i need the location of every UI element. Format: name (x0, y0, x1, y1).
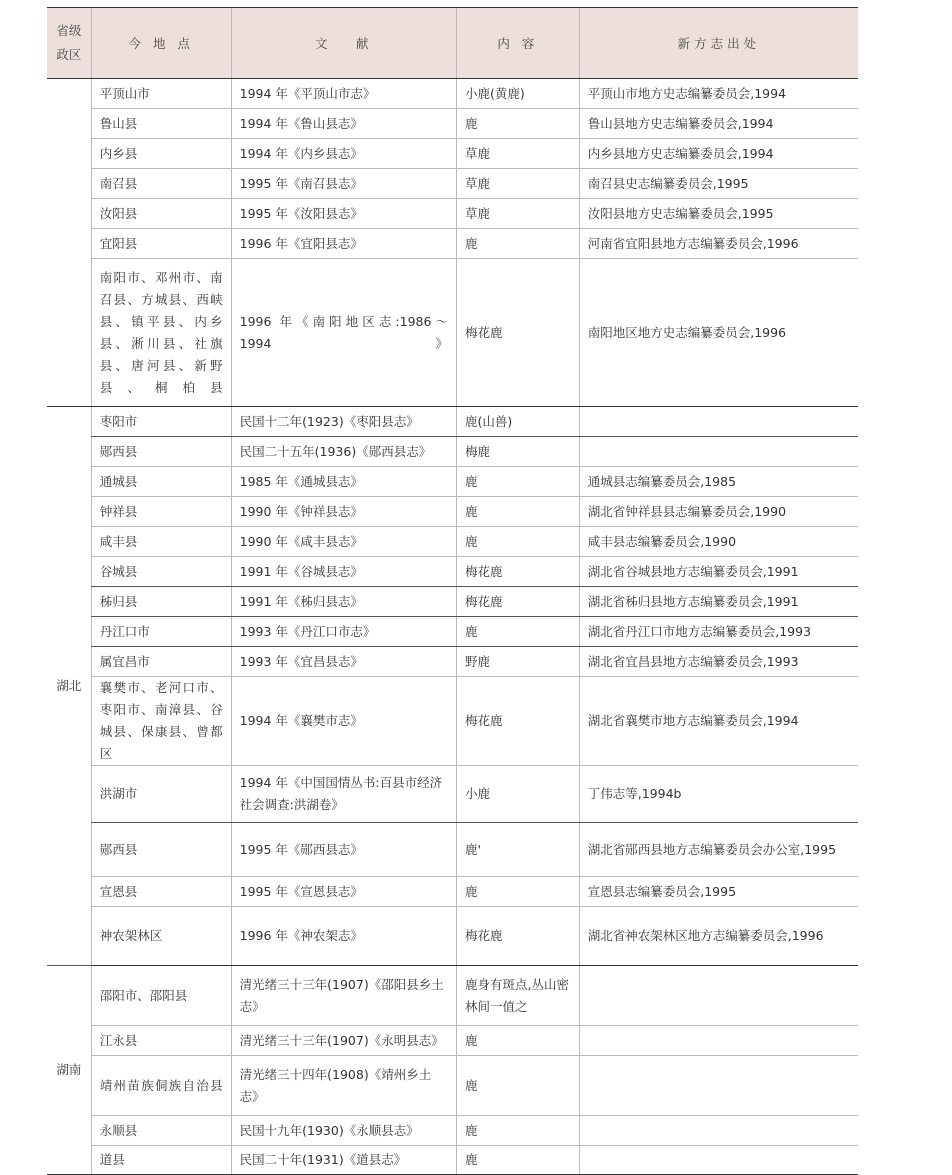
literature-cell: 民国二十五年(1936)《郧西县志》 (231, 437, 456, 467)
source-cell: 湖北省郧西县地方志编纂委员会办公室,1995 (579, 823, 858, 877)
content-cell: 鹿 (457, 1116, 580, 1146)
table-row (47, 1056, 858, 1116)
province-cell: 湖南 (47, 966, 91, 1175)
content-cell: 鹿 (457, 1026, 580, 1056)
source-cell: 宣恩县志编纂委员会,1995 (579, 877, 858, 907)
location-cell: 南阳市、邓州市、南召县、方城县、西峡县、镇平县、内乡县、淅川县、社旗县、唐河县、新野县、桐柏县 (91, 259, 231, 407)
location-cell: 谷城县 (91, 557, 231, 587)
table-row (47, 557, 858, 587)
content-cell: 鹿 (457, 109, 580, 139)
source-cell: 湖北省襄樊市地方志编纂委员会,1994 (579, 677, 858, 766)
literature-cell: 1995 年《郧西县志》 (231, 823, 456, 877)
source-cell: 汝阳县地方史志编纂委员会,1995 (579, 199, 858, 229)
content-cell: 草鹿 (457, 199, 580, 229)
source-cell: 湖北省神农架林区地方志编纂委员会,1996 (579, 907, 858, 966)
content-cell: 梅鹿 (457, 437, 580, 467)
table-row (47, 407, 858, 437)
content-cell: 鹿 (457, 877, 580, 907)
content-cell: 梅花鹿 (457, 557, 580, 587)
location-cell: 郧西县 (91, 823, 231, 877)
location-cell: 咸丰县 (91, 527, 231, 557)
table-row (47, 877, 858, 907)
location-cell: 属宜昌市 (91, 647, 231, 677)
source-cell (579, 437, 858, 467)
content-cell: 鹿 (457, 497, 580, 527)
source-cell: 湖北省谷城县地方志编纂委员会,1991 (579, 557, 858, 587)
source-cell (579, 1056, 858, 1116)
source-cell (579, 1116, 858, 1146)
table-row (47, 467, 858, 497)
content-cell: 鹿 (457, 467, 580, 497)
table-row (47, 966, 858, 1026)
literature-cell: 1995 年《南召县志》 (231, 169, 456, 199)
table-row (47, 497, 858, 527)
content-cell: 鹿 (457, 527, 580, 557)
content-cell: 鹿 (457, 617, 580, 647)
literature-cell: 1996 年《神农架志》 (231, 907, 456, 966)
source-cell (579, 966, 858, 1026)
table-row (47, 229, 858, 259)
source-cell: 湖北省钟祥县县志编纂委员会,1990 (579, 497, 858, 527)
header-content: 内 容 (457, 8, 580, 79)
location-cell: 靖州苗族侗族自治县 (91, 1056, 231, 1116)
source-cell: 通城县志编纂委员会,1985 (579, 467, 858, 497)
content-cell: 草鹿 (457, 169, 580, 199)
location-cell: 宜阳县 (91, 229, 231, 259)
table-row (47, 766, 858, 823)
table-row (47, 1116, 858, 1146)
source-cell: 南召县史志编纂委员会,1995 (579, 169, 858, 199)
literature-cell: 1994 年《中国国情丛书:百县市经济社会调查:洪湖卷》 (231, 766, 456, 823)
content-cell: 鹿 (457, 1056, 580, 1116)
literature-cell: 1994 年《内乡县志》 (231, 139, 456, 169)
location-cell: 平顶山市 (91, 79, 231, 109)
table-row (47, 527, 858, 557)
table-row (47, 139, 858, 169)
table-row (47, 259, 858, 407)
location-cell: 枣阳市 (91, 407, 231, 437)
literature-cell: 清光绪三十三年(1907)《永明县志》 (231, 1026, 456, 1056)
table-row (47, 617, 858, 647)
table-row (47, 437, 858, 467)
table-row (47, 647, 858, 677)
location-cell: 神农架林区 (91, 907, 231, 966)
literature-cell: 清光绪三十四年(1908)《靖州乡土志》 (231, 1056, 456, 1116)
table-row (47, 823, 858, 877)
source-cell: 鲁山县地方史志编纂委员会,1994 (579, 109, 858, 139)
location-cell: 内乡县 (91, 139, 231, 169)
source-cell: 湖北省宜昌县地方志编纂委员会,1993 (579, 647, 858, 677)
content-cell: 鹿身有斑点,丛山密林间一值之 (457, 966, 580, 1026)
deer-records-table (47, 7, 858, 1175)
location-cell: 洪湖市 (91, 766, 231, 823)
table-row (47, 169, 858, 199)
table-row (47, 79, 858, 109)
header-literature: 文 献 (231, 8, 456, 79)
location-cell: 南召县 (91, 169, 231, 199)
table-row (47, 1146, 858, 1175)
header-province: 省级 政区 (47, 8, 91, 79)
source-cell (579, 1146, 858, 1175)
literature-cell: 1990 年《咸丰县志》 (231, 527, 456, 557)
province-cell (47, 79, 91, 407)
content-cell: 鹿 (457, 229, 580, 259)
content-cell: 鹿 (457, 1146, 580, 1175)
literature-cell: 民国十九年(1930)《永顺县志》 (231, 1116, 456, 1146)
content-cell: 梅花鹿 (457, 259, 580, 407)
location-cell: 永顺县 (91, 1116, 231, 1146)
content-cell: 小鹿 (457, 766, 580, 823)
province-cell: 湖北 (47, 407, 91, 966)
source-cell (579, 1026, 858, 1056)
literature-cell: 1985 年《通城县志》 (231, 467, 456, 497)
location-cell: 郧西县 (91, 437, 231, 467)
content-cell: 野鹿 (457, 647, 580, 677)
literature-cell: 1990 年《钟祥县志》 (231, 497, 456, 527)
literature-cell: 1993 年《宜昌县志》 (231, 647, 456, 677)
table-row (47, 907, 858, 966)
location-cell: 邵阳市、邵阳县 (91, 966, 231, 1026)
content-cell: 梅花鹿 (457, 907, 580, 966)
location-cell: 秭归县 (91, 587, 231, 617)
literature-cell: 1991 年《谷城县志》 (231, 557, 456, 587)
literature-cell: 1996 年《南阳地区志:1986～1994》 (231, 259, 456, 407)
source-cell: 内乡县地方史志编纂委员会,1994 (579, 139, 858, 169)
table-row (47, 587, 858, 617)
location-cell: 宣恩县 (91, 877, 231, 907)
header-source: 新方志出处 (579, 8, 858, 79)
content-cell: 梅花鹿 (457, 587, 580, 617)
literature-cell: 1994 年《襄樊市志》 (231, 677, 456, 766)
table-row (47, 1026, 858, 1056)
location-cell: 道县 (91, 1146, 231, 1175)
literature-cell: 民国二十年(1931)《道县志》 (231, 1146, 456, 1175)
literature-cell: 清光绪三十三年(1907)《邵阳县乡土志》 (231, 966, 456, 1026)
table-row (47, 199, 858, 229)
source-cell: 平顶山市地方史志编纂委员会,1994 (579, 79, 858, 109)
header-row (47, 8, 858, 79)
literature-cell: 1991 年《秭归县志》 (231, 587, 456, 617)
source-cell: 咸丰县志编纂委员会,1990 (579, 527, 858, 557)
source-cell: 河南省宜阳县地方志编纂委员会,1996 (579, 229, 858, 259)
location-cell: 鲁山县 (91, 109, 231, 139)
content-cell: 草鹿 (457, 139, 580, 169)
source-cell: 湖北省秭归县地方志编纂委员会,1991 (579, 587, 858, 617)
source-cell: 丁伟志等,1994b (579, 766, 858, 823)
table-row (47, 109, 858, 139)
content-cell: 鹿(山兽) (457, 407, 580, 437)
literature-cell: 1995 年《汝阳县志》 (231, 199, 456, 229)
location-cell: 丹江口市 (91, 617, 231, 647)
literature-cell: 民国十二年(1923)《枣阳县志》 (231, 407, 456, 437)
literature-cell: 1995 年《宣恩县志》 (231, 877, 456, 907)
content-cell: 梅花鹿 (457, 677, 580, 766)
header-location: 今 地 点 (91, 8, 231, 79)
literature-cell: 1996 年《宜阳县志》 (231, 229, 456, 259)
location-cell: 江永县 (91, 1026, 231, 1056)
source-cell: 南阳地区地方史志编纂委员会,1996 (579, 259, 858, 407)
literature-cell: 1994 年《鲁山县志》 (231, 109, 456, 139)
source-cell (579, 407, 858, 437)
location-cell: 襄樊市、老河口市、枣阳市、南漳县、谷城县、保康县、曾都区 (91, 677, 231, 766)
location-cell: 汝阳县 (91, 199, 231, 229)
literature-cell: 1993 年《丹江口市志》 (231, 617, 456, 647)
location-cell: 通城县 (91, 467, 231, 497)
content-cell: 鹿' (457, 823, 580, 877)
table-row (47, 677, 858, 766)
source-cell: 湖北省丹江口市地方志编纂委员会,1993 (579, 617, 858, 647)
content-cell: 小鹿(黄鹿) (457, 79, 580, 109)
literature-cell: 1994 年《平顶山市志》 (231, 79, 456, 109)
location-cell: 钟祥县 (91, 497, 231, 527)
